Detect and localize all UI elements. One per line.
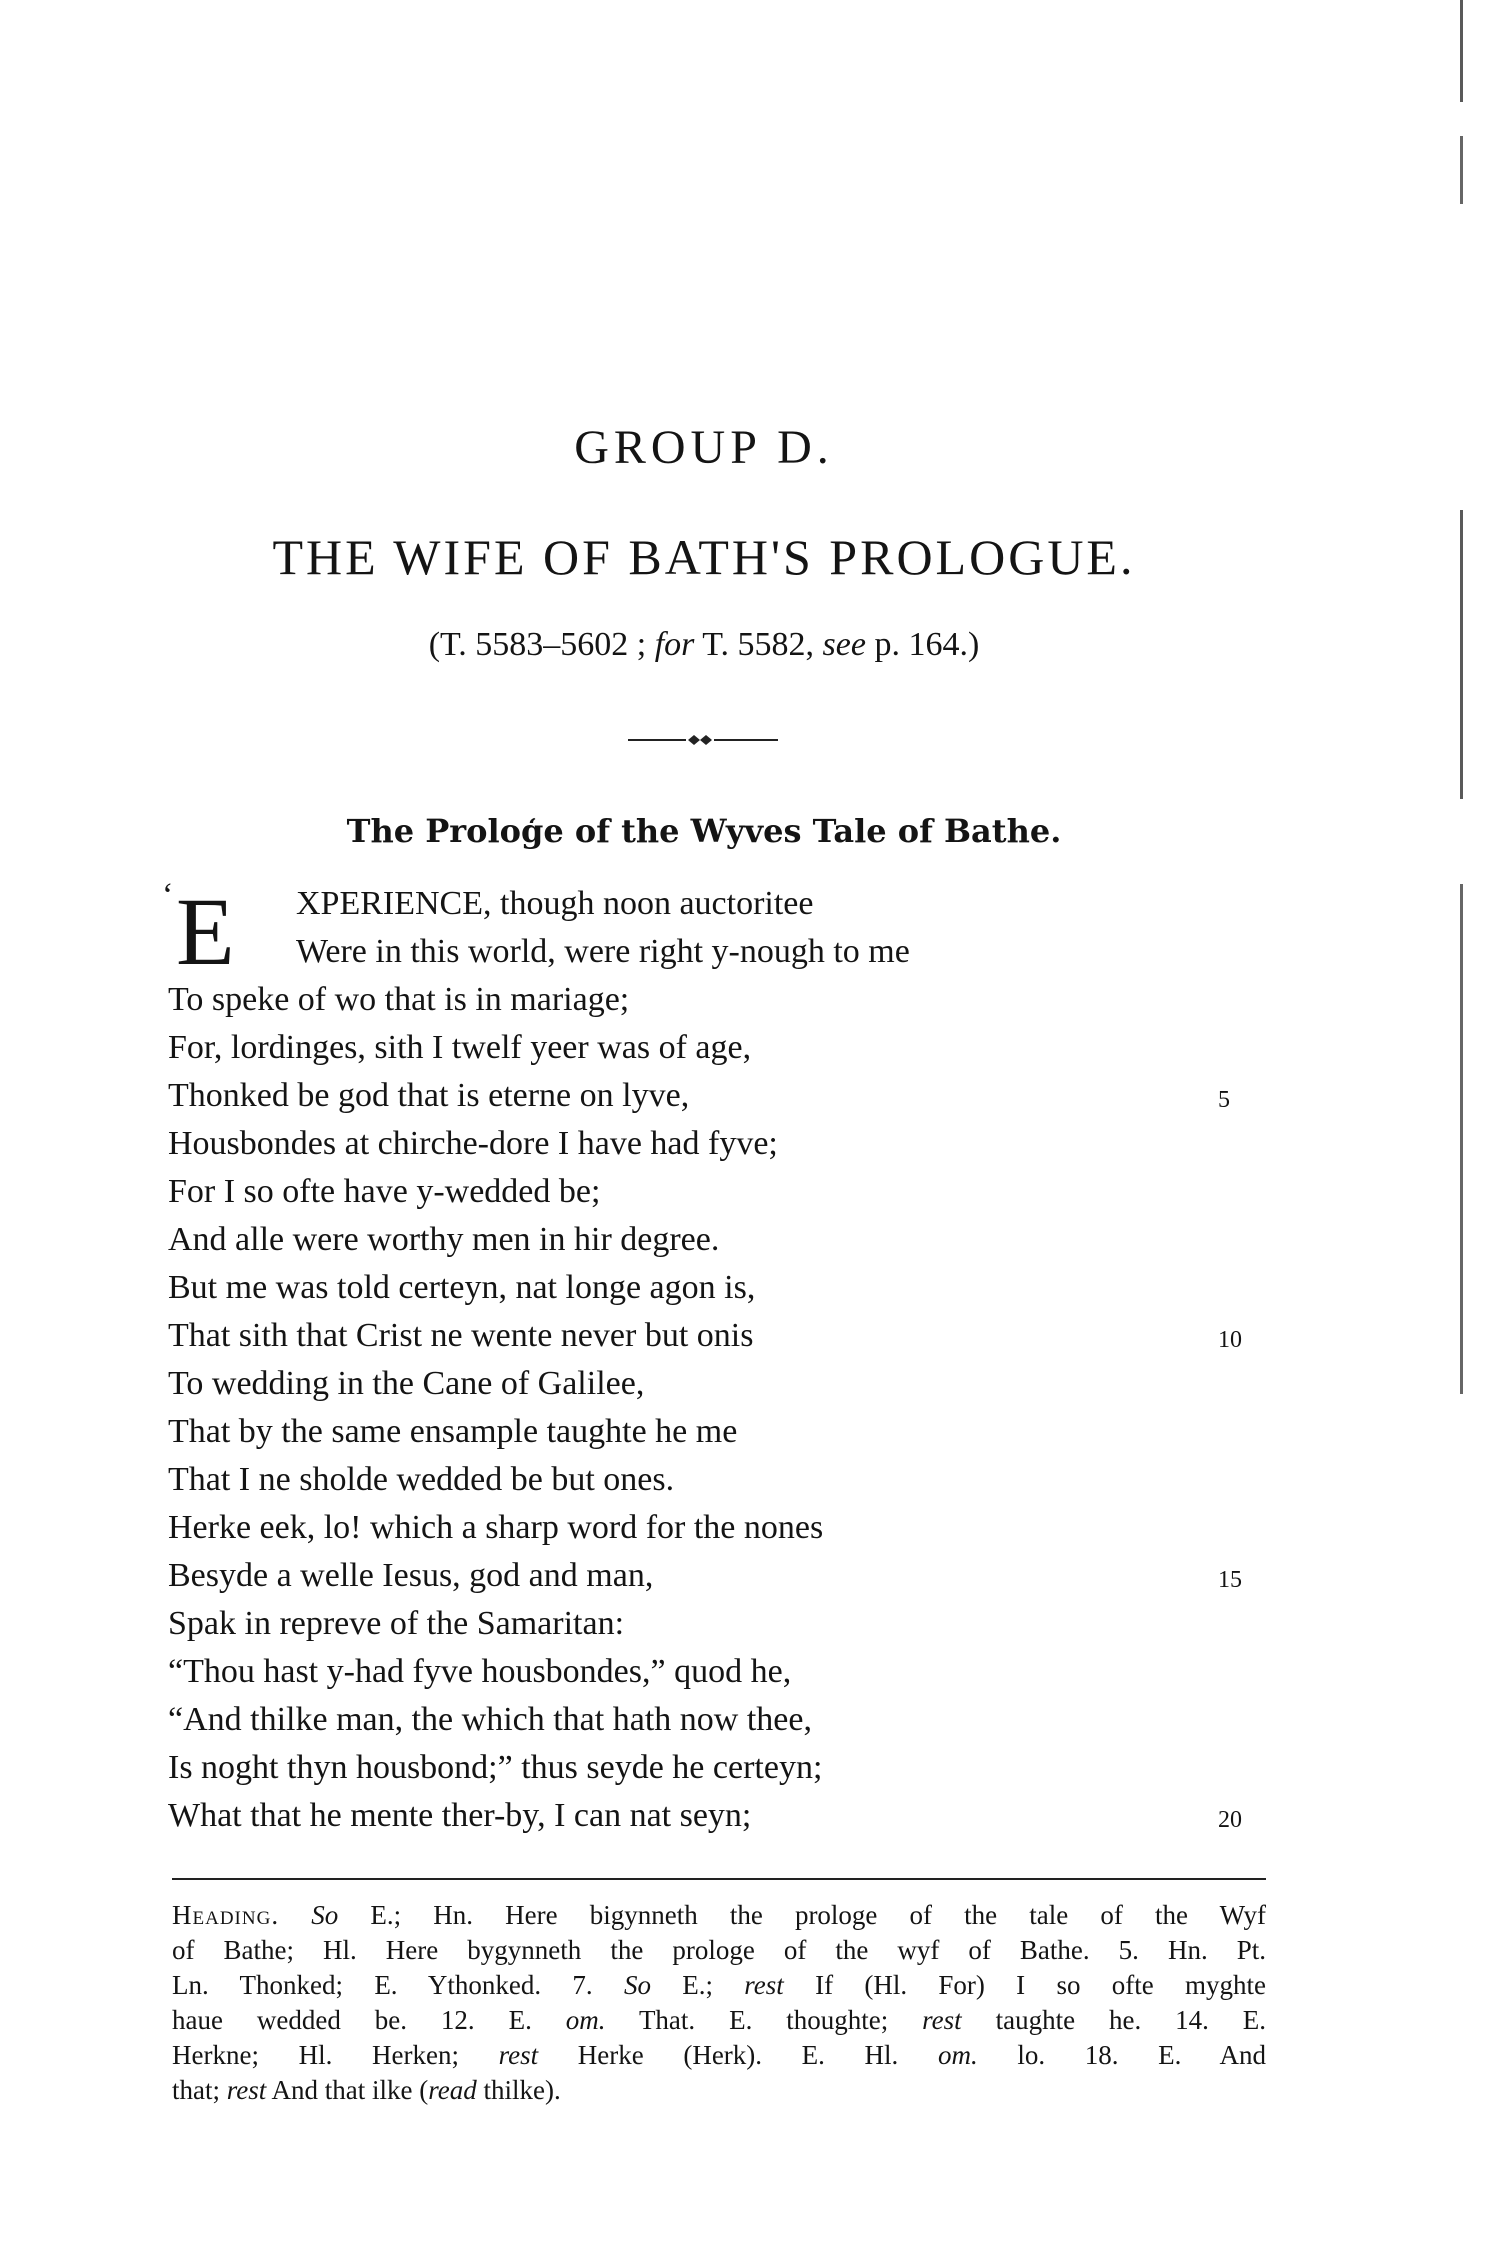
reference-line (0, 626, 1408, 664)
line-number: 15 (1218, 1567, 1242, 1593)
note-text: E.; (682, 1970, 713, 2000)
verse-line-11 (168, 1360, 1298, 1408)
reference-part3: p. 164.) (874, 626, 980, 663)
prologue-title: THE WIFE OF BATH'S PROLOGUE. (272, 529, 1136, 585)
note-text: Herkne; Hl. Herken; (172, 2040, 459, 2070)
verse-text: To wedding in the Cane of Galilee, (168, 1365, 645, 1402)
opening-quote: ‘ (162, 877, 174, 914)
reference-see: see (822, 626, 866, 663)
verse-text: “And thilke man, the which that hath now thee, (168, 1701, 812, 1738)
verse-text: That I ne sholde wedded be but ones. (168, 1461, 675, 1498)
note-text: haue wedded be. 12. E. (172, 2005, 532, 2035)
note-read: read (428, 2075, 477, 2105)
section-heading: The Proloģe of the Wyves Tale of Bathe. (346, 812, 1062, 850)
verse-line-4 (168, 1024, 1298, 1072)
verse-text: And alle were worthy men in hir degree. (168, 1221, 720, 1258)
note-om: om. (565, 2005, 606, 2035)
note-rest: rest (226, 2075, 267, 2105)
note-text: of Bathe; Hl. Here bygynneth the prologe of the wyf of Bathe. 5. Hn. Pt. (172, 1935, 1266, 1965)
page-edge-shadow (1460, 0, 1463, 1700)
footnote-rule (172, 1878, 1266, 1880)
verse-line-10 (168, 1312, 1298, 1360)
verse-text: What that he mente ther-by, I can nat seyn; (168, 1797, 752, 1834)
verse-line-17 (168, 1648, 1298, 1696)
verse-line-9 (168, 1264, 1298, 1312)
group-title: GROUP D. (574, 421, 834, 474)
note-rest: rest (498, 2040, 539, 2070)
verse-text: But me was told certeyn, nat longe agon is, (168, 1269, 756, 1306)
footnote-line-4 (172, 2003, 1266, 2038)
note-text: taughte he. 14. E. (995, 2005, 1267, 2035)
verse-text: Thonked be god that is eterne on lyve, (168, 1077, 690, 1114)
note-text: Ln. Thonked; E. Ythonked. 7. (172, 1970, 593, 2000)
note-text: Herke (Herk). E. Hl. (577, 2040, 899, 2070)
note-rest: rest (922, 2005, 962, 2035)
verse-line-2 (168, 928, 1298, 976)
verse-text: XPERIENCE, though noon auctoritee (296, 885, 814, 922)
heading-label: Heading. (172, 1900, 280, 1930)
footnote-line-3 (172, 1968, 1266, 2003)
drop-cap: E (176, 878, 235, 985)
verse-text: Housbondes at chirche-dore I have had fyve; (168, 1125, 778, 1162)
verse-text: Herke eek, lo! which a sharp word for the nones (168, 1509, 824, 1546)
note-text: And that ilke ( (271, 2075, 429, 2105)
note-text: thilke). (483, 2075, 561, 2105)
verse-text: To speke of wo that is in mariage; (168, 981, 630, 1018)
verse-text: Besyde a welle Iesus, god and man, (168, 1557, 654, 1594)
reference-part1: (T. 5583–5602 ; (428, 626, 647, 663)
note-text: that; (172, 2075, 220, 2105)
verse-text: For, lordinges, sith I twelf yeer was of age, (168, 1029, 752, 1066)
verse-line-5 (168, 1072, 1298, 1120)
verse-text: “Thou hast y-had fyve housbondes,” quod he, (168, 1653, 792, 1690)
ornament-divider (628, 730, 778, 750)
line-number: 20 (1218, 1807, 1242, 1833)
verse-text: Were in this world, were right y-nough to me (296, 933, 910, 970)
reference-part2: T. 5582, (702, 626, 815, 663)
verse-line-16 (168, 1600, 1298, 1648)
note-so: So (311, 1900, 339, 1930)
verse-line-18 (168, 1696, 1298, 1744)
verse-line-20 (168, 1792, 1298, 1840)
verse-line-13 (168, 1456, 1298, 1504)
note-text: That. E. thoughte; (638, 2005, 889, 2035)
verse-text: Spak in repreve of the Samaritan: (168, 1605, 625, 1642)
verse-text: Is noght thyn housbond;” thus seyde he certeyn; (168, 1749, 823, 1786)
footnote-line-1 (172, 1898, 1266, 1933)
reference-for: for (654, 626, 695, 663)
line-number: 10 (1218, 1327, 1242, 1353)
verse-line-8 (168, 1216, 1298, 1264)
line-number: 5 (1218, 1087, 1230, 1113)
note-text: lo. 18. E. And (1017, 2040, 1267, 2070)
poem (162, 877, 1298, 1840)
note-so: So (623, 1970, 651, 2000)
verse-line-12 (168, 1408, 1298, 1456)
verse-line-6 (168, 1120, 1298, 1168)
note-text: If (Hl. For) I so ofte myghte (815, 1970, 1267, 2000)
verse-text: For I so ofte have y-wedded be; (168, 1173, 601, 1210)
note-text: E.; Hn. Here bigynneth the prologe of the tale of the Wyf (370, 1900, 1267, 1930)
note-om: om. (937, 2040, 978, 2070)
verse-line-14 (168, 1504, 1298, 1552)
verse-line-7 (168, 1168, 1298, 1216)
footnote-line-5 (172, 2038, 1266, 2073)
verse-text: That by the same ensample taughte he me (168, 1413, 738, 1450)
footnote-line-2 (172, 1933, 1266, 1968)
verse-text: That sith that Crist ne wente never but onis (168, 1317, 754, 1354)
verse-line-15 (168, 1552, 1298, 1600)
footnote-line-6 (172, 2073, 1266, 2108)
verse-line-3 (168, 976, 1298, 1024)
footnotes (172, 1898, 1266, 2108)
verse-line-19 (168, 1744, 1298, 1792)
note-rest: rest (744, 1970, 784, 2000)
